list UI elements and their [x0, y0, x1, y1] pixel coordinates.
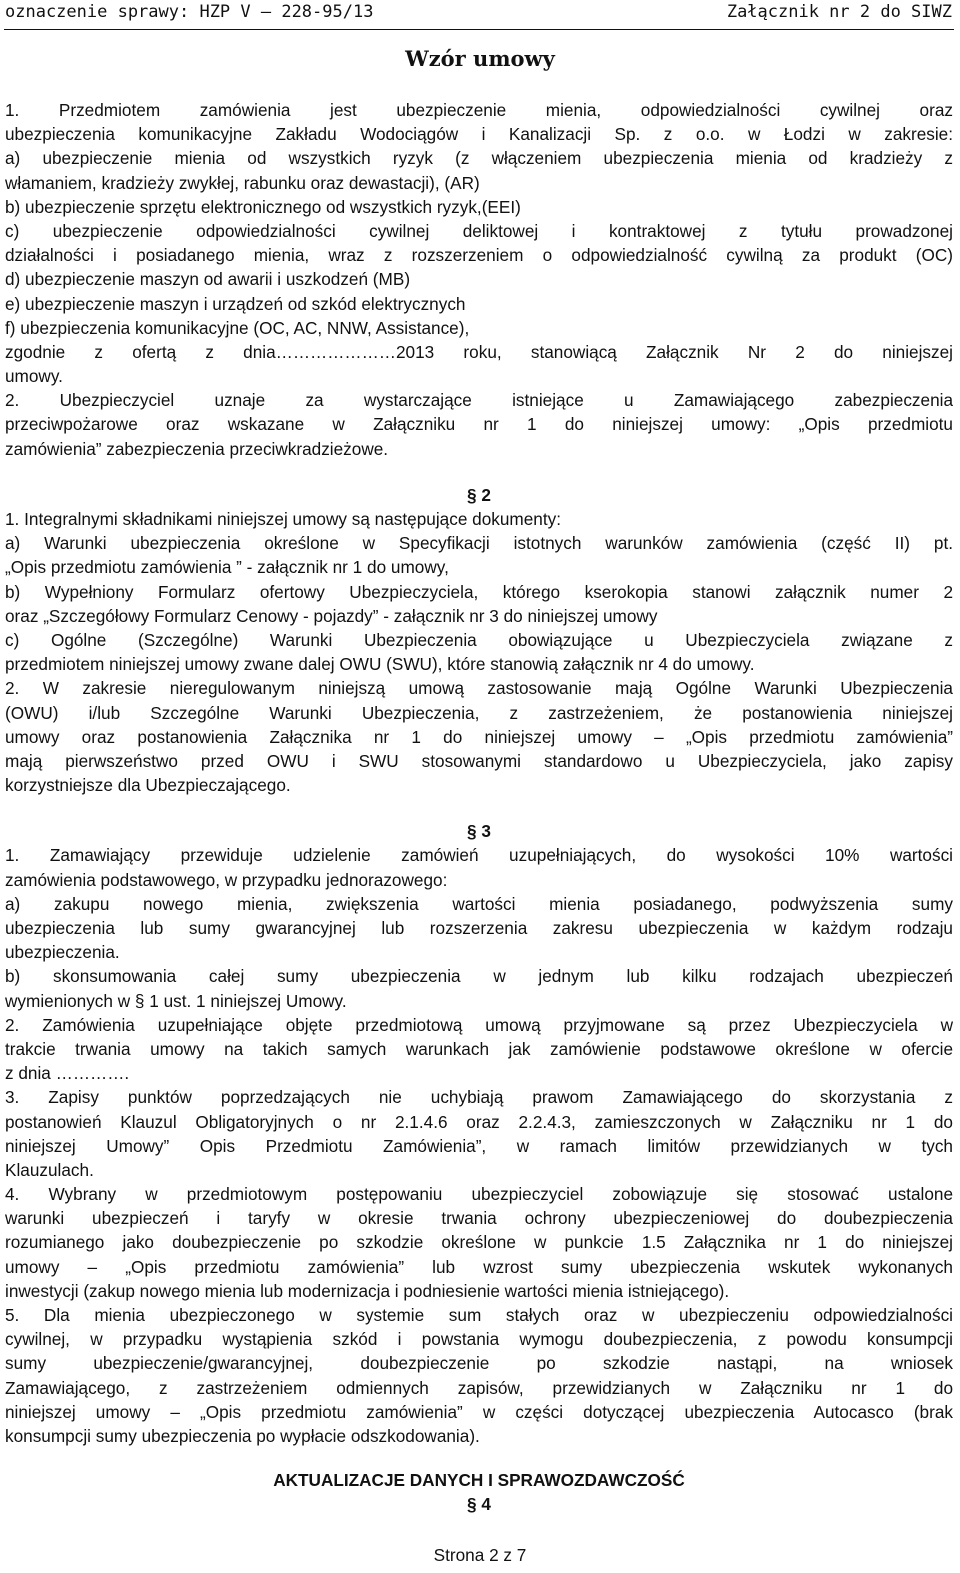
paragraph-line: e) ubezpieczenie maszyn i urządzeń od szkód elektrycznych — [5, 293, 466, 314]
paragraph-line: korzystniejsze dla Ubezpieczającego. — [5, 775, 291, 796]
paragraph-line: oraz „Szczegółowy Formularz Cenowy - pojazdy” - załącznik nr 3 do niniejszej umowy — [5, 605, 658, 626]
paragraph-line: 1. Zamawiający przewiduje udzielenie zamówień uzupełniających, do wysokości 10% wartości — [5, 845, 953, 866]
paragraph-line: warunki ubezpieczeń i taryfy w okresie trwania ochrony ubezpieczeniowej do doubezpieczenia — [5, 1208, 953, 1229]
paragraph-line: 1. Integralnymi składnikami niniejszej umowy są następujące dokumenty: — [5, 509, 562, 529]
paragraph-line: działalności i posiadanego mienia, wraz z rozszerzeniem o odpowiedzialność cywilną za produkt (OC) — [5, 245, 953, 266]
paragraph-line: zgodnie z ofertą z dnia…………………2013 roku, stanowiącą Załącznik Nr 2 do niniejszej — [5, 341, 953, 362]
paragraph-line: niniejszej umowy – „Opis przedmiotu zamówienia” w części dotyczącej ubezpieczenia Autocasco (brak — [5, 1401, 953, 1422]
paragraph-line: włamaniem, kradzieży zwykłej, rabunku oraz dewastacji), (AR) — [5, 172, 480, 193]
paragraph-line: (OWU) i/lub Szczególne Warunki Ubezpieczenia, z zastrzeżeniem, że postanowienia niniejszej — [5, 702, 953, 723]
paragraph-line: a) zakupu nowego mienia, zwiększenia wartości mienia posiadanego, podwyższenia sumy — [5, 893, 953, 914]
paragraph-line: b) skonsumowania całej sumy ubezpieczenia w jednym lub kilku rodzajach ubezpieczeń — [5, 966, 953, 987]
paragraph-line: c) Ogólne (Szczególne) Warunki Ubezpieczenia obowiązujące u Ubezpieczyciela związane z — [5, 629, 953, 650]
paragraph-line: 1. Przedmiotem zamówienia jest ubezpieczenie mienia, odpowiedzialności cywilnej oraz — [5, 100, 953, 120]
page-header — [5, 2, 952, 26]
paragraph-line: sumy ubezpieczenie/gwarancyjnej, doubezpieczenie po szkodzie nastąpi, na wniosek — [5, 1353, 953, 1374]
paragraph-line: Zamawiającego, z zastrzeżeniem odmiennych zapisów, przewidzianych w Załączniku nr 1 do — [5, 1377, 953, 1398]
section-3-heading: § 3 — [467, 821, 491, 842]
paragraph-line: „Opis przedmiotu zamówienia ” - załącznik nr 1 do umowy, — [5, 557, 449, 578]
page-number: Strona 2 z 7 — [433, 1545, 527, 1565]
paragraph-line: inwestycji (zakup nowego mienia lub modernizacja i podniesienie wartości mienia istniejącego). — [5, 1280, 730, 1301]
paragraph-line: postanowień Klauzul Obligatoryjnych o nr 2.1.4.6 oraz 2.2.4.3, zamieszczonych w Załączniku nr 1 do — [5, 1111, 953, 1132]
paragraph-line: umowy – „Opis przedmiotu zamówienia” lub wzrost sumy ubezpieczenia wskutek wykonanych — [5, 1256, 953, 1277]
paragraph-line: ubezpieczenia komunikacyjne Zakładu Wodociągów i Kanalizacji Sp. z o.o. w Łodzi w zakresie: — [5, 124, 953, 145]
attachment-label: Załącznik nr 2 do SIWZ — [726, 2, 952, 22]
paragraph-line: f) ubezpieczenia komunikacyjne (OC, AC, NNW, Assistance), — [5, 317, 470, 338]
paragraph-line: Klauzulach. — [5, 1159, 94, 1180]
paragraph-line: c) ubezpieczenie odpowiedzialności cywilnej deliktowej i kontraktowej z tytułu prowadzonej — [5, 220, 953, 241]
header-divider — [4, 29, 954, 30]
paragraph-line: wymienionych w § 1 ust. 1 niniejszej Umowy. — [5, 990, 347, 1011]
paragraph-line: niniejszej Umowy” Opis Przedmiotu Zamówienia”, w ramach limitów przewidzianych w tych — [5, 1135, 953, 1156]
case-reference: oznaczenie sprawy: HZP V – 228-95/13 — [5, 2, 374, 22]
paragraph-line: z dnia …………. — [5, 1063, 130, 1084]
paragraph-line: umowy. — [5, 366, 63, 387]
paragraph-line: rozumianego jako doubezpieczenie po szkodzie określone w punkcie 1.5 Załącznika nr 1 do niniejszej — [5, 1232, 953, 1253]
document-body — [5, 98, 953, 1517]
paragraph-line: 4. Wybrany w przedmiotowym postępowaniu ubezpieczyciel zobowiązuje się stosować ustalone — [5, 1184, 953, 1205]
paragraph-line: 2. W zakresie nieregulowanym niniejszą umową zastosowanie mają Ogólne Warunki Ubezpieczenia — [5, 678, 953, 699]
paragraph-line: 2. Zamówienia uzupełniające objęte przedmiotową umową przyjmowane są przez Ubezpieczyciela w — [5, 1014, 953, 1035]
paragraph-line: a) Warunki ubezpieczenia określone w Specyfikacji istotnych warunków zamówienia (część II) pt. — [5, 533, 953, 554]
paragraph-line: d) ubezpieczenie maszyn od awarii i uszkodzeń (MB) — [5, 269, 411, 290]
paragraph-line: ubezpieczenia. — [5, 942, 120, 963]
paragraph-line: b) ubezpieczenie sprzętu elektronicznego od wszystkich ryzyk,(EEI) — [5, 196, 521, 217]
paragraph-line: 2. Ubezpieczyciel uznaje za wystarczające istniejące u Zamawiającego zabezpieczenia — [5, 390, 953, 411]
paragraph-line: b) Wypełniony Formularz ofertowy Ubezpieczyciela, którego kserokopia stanowi załącznik numer 2 — [5, 581, 953, 602]
paragraph-line: przeciwpożarowe oraz wskazane w Załączniku nr 1 do niniejszej umowy: „Opis przedmiotu — [5, 414, 953, 435]
update-heading: AKTUALIZACJE DANYCH I SPRAWOZDAWCZOŚĆ — [273, 1470, 685, 1491]
document-title: Wzór umowy — [405, 46, 555, 71]
paragraph-line: zamówienia podstawowego, w przypadku jednorazowego: — [5, 869, 448, 890]
section-2-heading: § 2 — [467, 484, 491, 505]
paragraph-line: 5. Dla mienia ubezpieczonego w systemie sum stałych oraz w ubezpieczeniu odpowiedzialności — [5, 1305, 953, 1325]
paragraph-line: cywilnej, w przypadku wystąpienia szkód i powstania wymogu doubezpieczenia, z powodu konsumpcji — [5, 1329, 953, 1350]
paragraph-line: konsumpcji sumy ubezpieczenia po wypłacie odszkodowania). — [5, 1425, 480, 1446]
paragraph-line: umowy oraz postanowienia Załącznika nr 1 do niniejszej umowy – „Opis przedmiotu zamówienia” — [5, 726, 953, 747]
paragraph-line: trakcie trwania umowy na takich samych warunkach jak zamówienie podstawowe określone w ofercie — [5, 1038, 953, 1059]
paragraph-line: ubezpieczenia lub sumy gwarancyjnej lub rozszerzenia zakresu ubezpieczenia w każdym rodzaju — [5, 918, 953, 938]
paragraph-line: a) ubezpieczenie mienia od wszystkich ryzyk (z włączeniem ubezpieczenia mienia od kradzieży z — [5, 148, 953, 169]
paragraph-line: mają pierwszeństwo przed OWU i SWU stosowanymi standardowo u Ubezpieczyciela, jako zapisy — [5, 750, 953, 771]
section-4-heading: § 4 — [467, 1494, 491, 1515]
paragraph-line: zamówienia” zabezpieczenia przeciwkradzieżowe. — [5, 438, 389, 459]
paragraph-line: przedmiotem niniejszej umowy zwane dalej OWU (SWU), które stanowią załącznik nr 4 do umowy. — [5, 654, 755, 675]
paragraph-line: 3. Zapisy punktów poprzedzających nie uchybiają prawom Zamawiającego do skorzystania z — [5, 1087, 953, 1108]
